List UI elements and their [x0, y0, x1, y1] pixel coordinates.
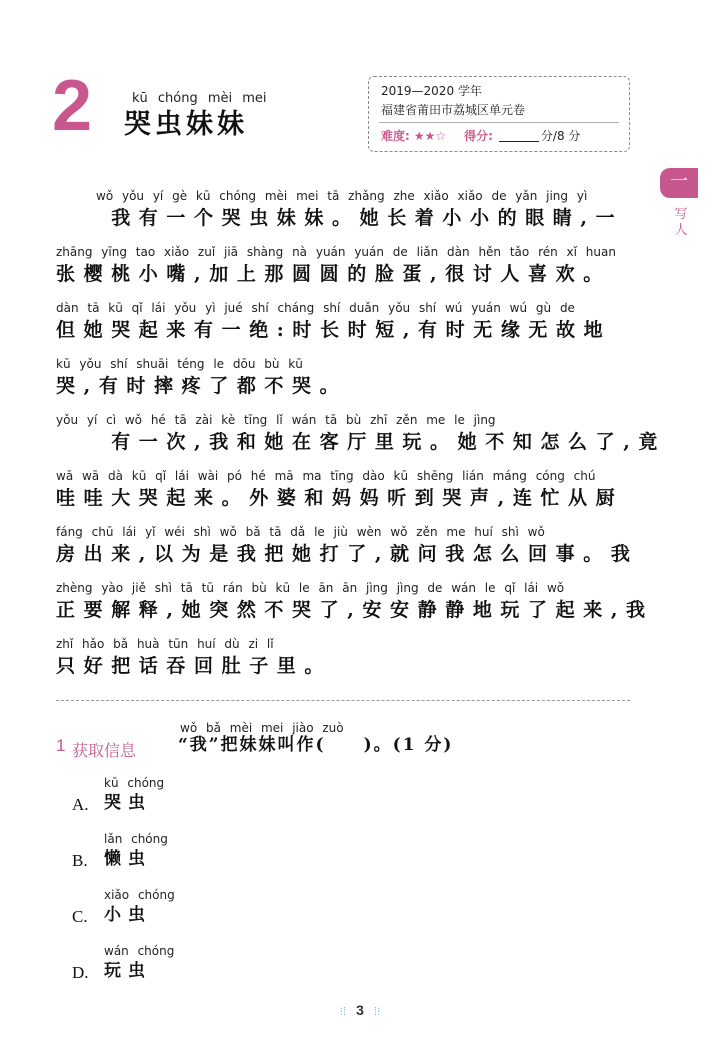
- option-a-text[interactable]: 哭虫: [104, 793, 152, 813]
- score-total: 分/8 分: [540, 129, 581, 143]
- page-number: 3: [356, 1002, 364, 1018]
- option-b-letter[interactable]: B.: [72, 851, 88, 870]
- line-text: 我有一个哭虫妹妹。她长着小小的眼睛,一: [56, 207, 624, 229]
- option-d-letter[interactable]: D.: [72, 963, 89, 982]
- line-text: 正要解释,她突然不哭了,安安静静地玩了起来,我: [56, 599, 654, 621]
- option-d-pinyin: wán chóng: [104, 944, 175, 958]
- option-c-pinyin: xiǎo chóng: [104, 888, 175, 902]
- line-text: 只好把话吞回肚子里。: [56, 655, 333, 677]
- score-label: 得分:: [464, 129, 493, 143]
- exam-year: 2019—2020 学年: [381, 84, 482, 98]
- star-filled-icon: ★★: [413, 128, 436, 143]
- line-text: 哭,有时摔疼了都不哭。: [56, 375, 348, 397]
- question-category: 获取信息: [72, 741, 137, 760]
- unit-tab-label: 写人: [674, 207, 688, 238]
- line-text: 房出来,以为是我把她打了,就问我怎么回事。我: [56, 543, 639, 565]
- difficulty-label: 难度:: [381, 129, 410, 143]
- lesson-title: 哭虫妹妹: [124, 109, 248, 140]
- star-empty-icon: ☆: [435, 128, 447, 143]
- option-b-text[interactable]: 懒虫: [104, 849, 152, 869]
- line-pinyin: fáng chū lái yǐ wéi shì wǒ bǎ tā dǎ le jiù wèn wǒ zěn me huí shì wǒ: [56, 525, 545, 539]
- line-text: 哇哇大哭起来。外婆和妈妈听到哭声,连忙从厨: [56, 487, 624, 509]
- line-pinyin: zhāng yīng tao xiǎo zuǐ jiā shàng nà yuán yuán de liǎn dàn hěn tǎo rén xǐ huan: [56, 245, 616, 259]
- exam-source: 福建省莆田市荔城区单元卷: [381, 103, 526, 117]
- option-c-text[interactable]: 小虫: [104, 905, 152, 925]
- option-d-text[interactable]: 玩虫: [104, 961, 152, 981]
- question-text: “我”把妹妹叫作( )。(1 分): [178, 735, 454, 755]
- option-a-letter[interactable]: A.: [72, 795, 89, 814]
- option-c-letter[interactable]: C.: [72, 907, 88, 926]
- line-pinyin: dàn tā kū qǐ lái yǒu yì jué shí cháng shí duǎn yǒu shí wú yuán wú gù de: [56, 301, 575, 315]
- line-text: 有一次,我和她在客厅里玩。她不知怎么了,竟: [56, 431, 667, 453]
- info-divider: [379, 122, 619, 123]
- line-pinyin: wā wā dà kū qǐ lái wài pó hé mā ma tīng dào kū shēng lián máng cóng chú: [56, 469, 596, 483]
- difficulty-score-row: [381, 127, 580, 144]
- exam-info-box: [368, 76, 630, 152]
- option-a-pinyin: kū chóng: [104, 776, 165, 790]
- line-text: 张樱桃小嘴,加上那圆圆的脸蛋,很讨人喜欢。: [56, 263, 611, 285]
- score-blank[interactable]: [499, 129, 539, 142]
- title-pinyin: kū chóng mèi mei: [132, 91, 267, 106]
- option-b-pinyin: lǎn chóng: [104, 832, 168, 846]
- line-pinyin: zhèng yào jiě shì tā tū rán bù kū le ān ān jìng jìng de wán le qǐ lái wǒ: [56, 581, 565, 595]
- unit-tab: 一: [660, 168, 698, 198]
- line-pinyin: kū yǒu shí shuāi téng le dōu bù kū: [56, 357, 303, 371]
- line-pinyin: yǒu yí cì wǒ hé tā zài kè tīng lǐ wán tā bù zhī zěn me le jìng: [56, 413, 496, 427]
- left-ornament-icon: ⁝⁞: [339, 1006, 347, 1018]
- difficulty-stars: [414, 129, 446, 143]
- section-divider: [56, 700, 630, 701]
- page-footer: [0, 1003, 720, 1018]
- question-pinyin: wǒ bǎ mèi mei jiào zuò: [180, 721, 344, 735]
- line-pinyin: wǒ yǒu yí gè kū chóng mèi mei tā zhǎng zhe xiǎo xiǎo de yǎn jing yì: [96, 189, 588, 203]
- question-number: 1: [56, 736, 66, 755]
- lesson-number: 2: [52, 66, 93, 146]
- line-text: 但她哭起来有一绝:时长时短,有时无缘无故地: [56, 319, 612, 341]
- line-pinyin: zhǐ hǎo bǎ huà tūn huí dù zi lǐ: [56, 637, 274, 651]
- right-ornament-icon: ⁞⁝: [373, 1006, 381, 1018]
